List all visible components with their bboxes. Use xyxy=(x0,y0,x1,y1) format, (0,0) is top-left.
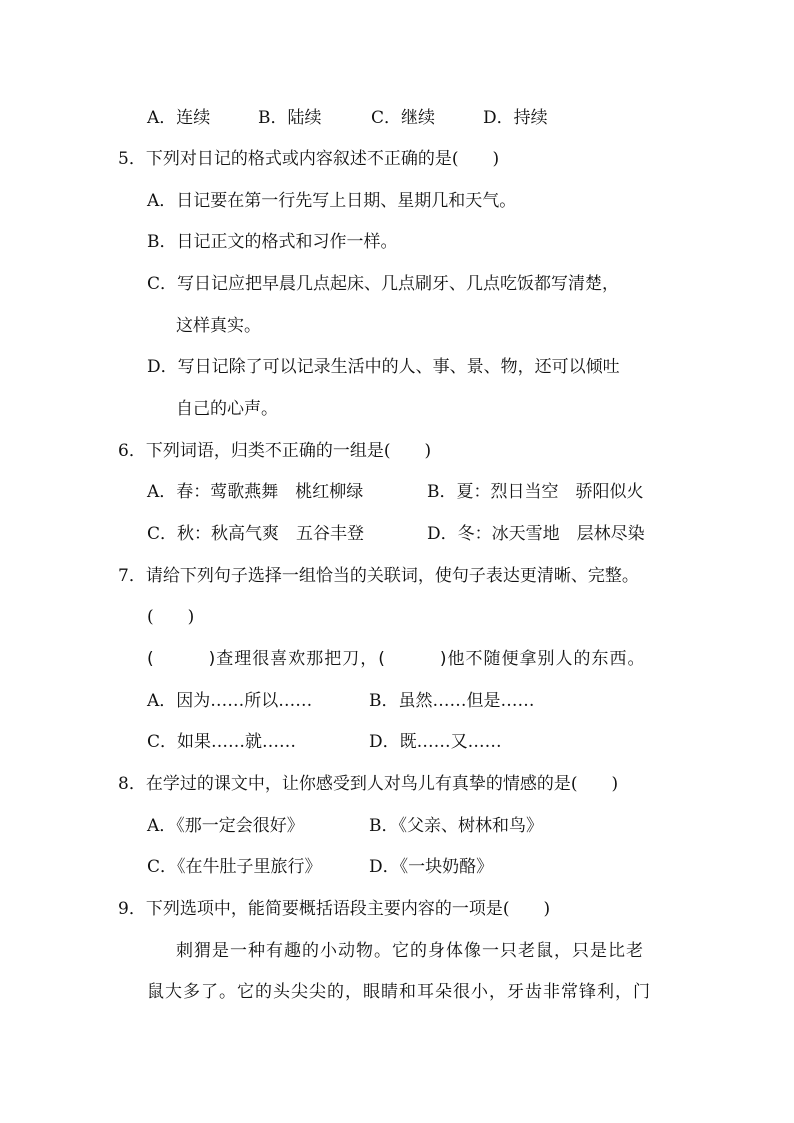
q6-option-c: C．秋：秋高气爽 五谷丰登 xyxy=(147,524,365,544)
q8-option-c: C．《在牛肚子里旅行》 xyxy=(147,857,322,877)
q9-passage-line-1: 刺猬是一种有趣的小动物。它的身体像一只老鼠，只是比老 xyxy=(176,941,644,961)
q5-option-b: B．日记正文的格式和习作一样。 xyxy=(147,232,398,252)
q5-option-d-cont: 自己的心声。 xyxy=(176,399,278,419)
q6-stem: 6．下列词语，归类不正确的一组是( ) xyxy=(118,441,432,461)
q7-option-c: C．如果……就…… xyxy=(147,732,297,752)
q5-option-a: A．日记要在第一行先写上日期、星期几和天气。 xyxy=(147,191,517,211)
q6-option-b: B．夏：烈日当空 骄阳似火 xyxy=(427,482,644,502)
q5-option-c-cont: 这样真实。 xyxy=(176,316,261,336)
q5-option-d: D．写日记除了可以记录生活中的人、事、景、物，还可以倾吐 xyxy=(147,357,620,377)
q6-option-a: A．春：莺歌燕舞 桃红柳绿 xyxy=(147,482,364,502)
q7-stem: 7．请给下列句子选择一组恰当的关联词，使句子表达更清晰、完整。 xyxy=(118,566,639,586)
q4-option-d: D．持续 xyxy=(483,108,548,128)
q5-stem: 5．下列对日记的格式或内容叙述不正确的是( ) xyxy=(118,149,500,169)
q4-option-b: B．陆续 xyxy=(258,108,322,128)
q7-option-a: A．因为……所以…… xyxy=(147,691,313,711)
q7-sentence: ( )查理很喜欢那把刀，( )他不随便拿别人的东西。 xyxy=(147,649,646,669)
q4-option-c: C．继续 xyxy=(371,108,436,128)
q4-option-a: A．连续 xyxy=(147,108,211,128)
q8-option-b: B．《父亲、树林和鸟》 xyxy=(369,816,543,836)
q7-option-b: B．虽然……但是…… xyxy=(369,691,535,711)
q9-stem: 9．下列选项中，能简要概括语段主要内容的一项是( ) xyxy=(118,899,551,919)
q6-option-d: D．冬：冰天雪地 层林尽染 xyxy=(427,524,645,544)
q9-passage-line-2: 鼠大多了。它的头尖尖的，眼睛和耳朵很小，牙齿非常锋利，门 xyxy=(147,982,651,1002)
q7-option-d: D．既……又…… xyxy=(369,732,502,752)
q5-option-c: C．写日记应把早晨几点起床、几点刷牙、几点吃饭都写清楚， xyxy=(147,274,620,294)
q8-stem: 8．在学过的课文中，让你感受到人对鸟儿有真挚的情感的是( ) xyxy=(118,774,619,794)
q8-option-a: A．《那一定会很好》 xyxy=(147,816,304,836)
q8-option-d: D．《一块奶酪》 xyxy=(369,857,494,877)
q7-answer-bracket: ( ) xyxy=(147,607,195,627)
